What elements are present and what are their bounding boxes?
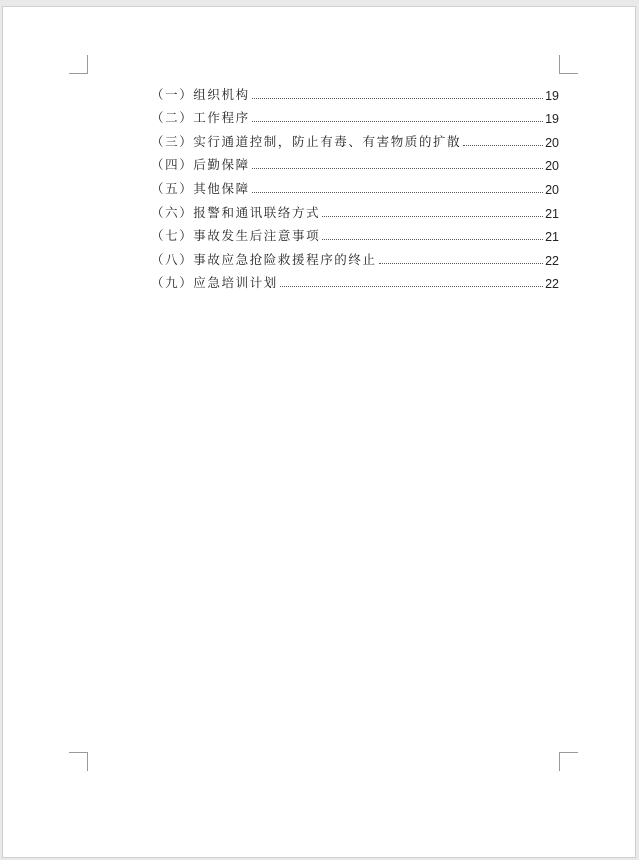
toc-dot-leader <box>252 168 543 169</box>
toc-entry[interactable] <box>151 79 559 103</box>
crop-mark-bottom-right <box>559 752 578 771</box>
toc-entry[interactable] <box>151 268 559 292</box>
toc-entry[interactable] <box>151 197 559 221</box>
table-of-contents <box>151 79 559 291</box>
toc-page-number: 21 <box>545 230 559 245</box>
toc-page-number: 20 <box>545 182 559 197</box>
toc-dot-leader <box>322 239 543 240</box>
toc-entry[interactable] <box>151 103 559 127</box>
toc-page-number: 22 <box>545 277 559 292</box>
toc-page-number: 22 <box>545 253 559 268</box>
toc-page-number: 19 <box>545 112 559 127</box>
toc-dot-leader <box>463 145 543 146</box>
crop-mark-top-left <box>69 55 88 74</box>
toc-entry-title: （八）事故应急抢险救援程序的终止 <box>151 251 377 267</box>
toc-dot-leader <box>252 98 543 99</box>
toc-entry-title: （七）事故发生后注意事项 <box>151 228 321 244</box>
document-page <box>2 6 636 858</box>
toc-page-number: 21 <box>545 206 559 221</box>
toc-entry[interactable] <box>151 173 559 197</box>
toc-entry-title: （一）组织机构 <box>151 86 250 102</box>
toc-entry-title: （二）工作程序 <box>151 110 250 126</box>
toc-dot-leader <box>252 121 543 122</box>
toc-entry[interactable] <box>151 126 559 150</box>
toc-entry[interactable] <box>151 150 559 174</box>
toc-dot-leader <box>280 286 543 287</box>
crop-mark-top-right <box>559 55 578 74</box>
toc-entry-title: （九）应急培训计划 <box>151 275 278 291</box>
toc-entry-title: （四）后勤保障 <box>151 157 250 173</box>
toc-entry-title: （三）实行通道控制，防止有毒、有害物质的扩散 <box>151 133 462 149</box>
toc-page-number: 19 <box>545 88 559 103</box>
toc-entry-title: （六）报警和通讯联络方式 <box>151 204 321 220</box>
toc-dot-leader <box>379 263 543 264</box>
toc-dot-leader <box>252 192 543 193</box>
toc-entry[interactable] <box>151 221 559 245</box>
toc-page-number: 20 <box>545 159 559 174</box>
toc-dot-leader <box>322 216 543 217</box>
toc-entry-title: （五）其他保障 <box>151 180 250 196</box>
toc-page-number: 20 <box>545 135 559 150</box>
crop-mark-bottom-left <box>69 752 88 771</box>
toc-entry[interactable] <box>151 244 559 268</box>
